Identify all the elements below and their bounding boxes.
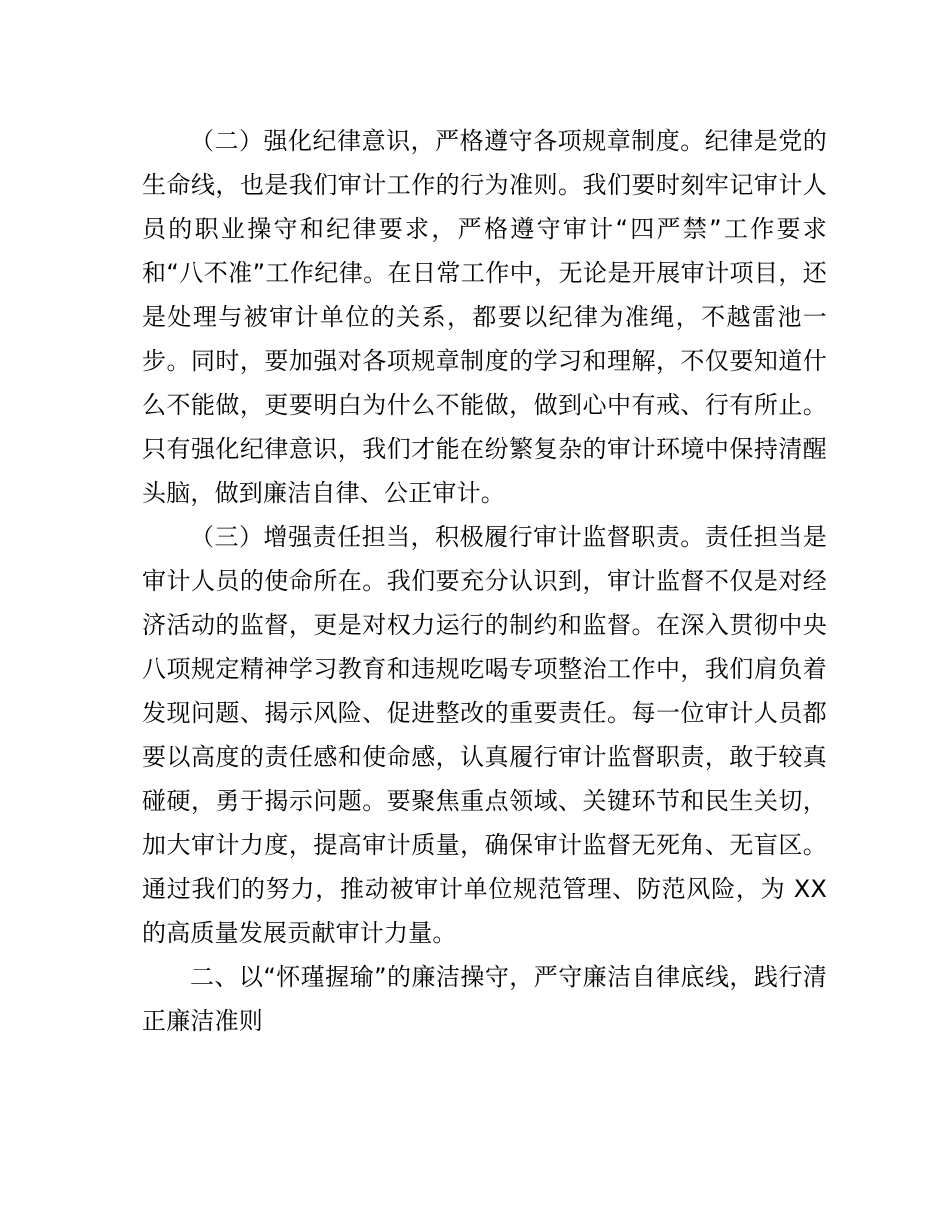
document-body: [142, 119, 827, 1043]
paragraph-responsibility: （三）增强责任担当，积极履行审计监督职责。责任担当是审计人员的使命所在。我们要充分认识到，审计监督不仅是对经济活动的监督，更是对权力运行的制约和监督。在深入贯彻中央八项规定精神学习教育和违规吃喝专项整治工作中，我们肩负着发现问题、揭示风险、促进整改的重要责任。每一位审计人员都要以高度的责任感和使命感，认真履行审计监督职责，敢于较真碰硬，勇于揭示问题。要聚焦重点领域、关键环节和民生关切，加大审计力度，提高审计质量，确保审计监督无死角、无盲区。通过我们的努力，推动被审计单位规范管理、防范风险，为 XX 的高质量发展贡献审计力量。: [142, 523, 827, 947]
section-heading-integrity: 二、以“怀瑾握瑜”的廉洁操守，严守廉洁自律底线，践行清正廉洁准则: [142, 963, 827, 1035]
paragraph-discipline: （二）强化纪律意识，严格遵守各项规章制度。纪律是党的生命线，也是我们审计工作的行为准则。我们要时刻牢记审计人员的职业操守和纪律要求，严格遵守审计“四严禁”工作要求和“八不准”工作纪律。在日常工作中，无论是开展审计项目，还是处理与被审计单位的关系，都要以纪律为准绳，不越雷池一步。同时，要加强对各项规章制度的学习和理解，不仅要知道什么不能做，更要明白为什么不能做，做到心中有戒、行有所止。只有强化纪律意识，我们才能在纷繁复杂的审计环境中保持清醒头脑，做到廉洁自律、公正审计。: [142, 127, 827, 507]
